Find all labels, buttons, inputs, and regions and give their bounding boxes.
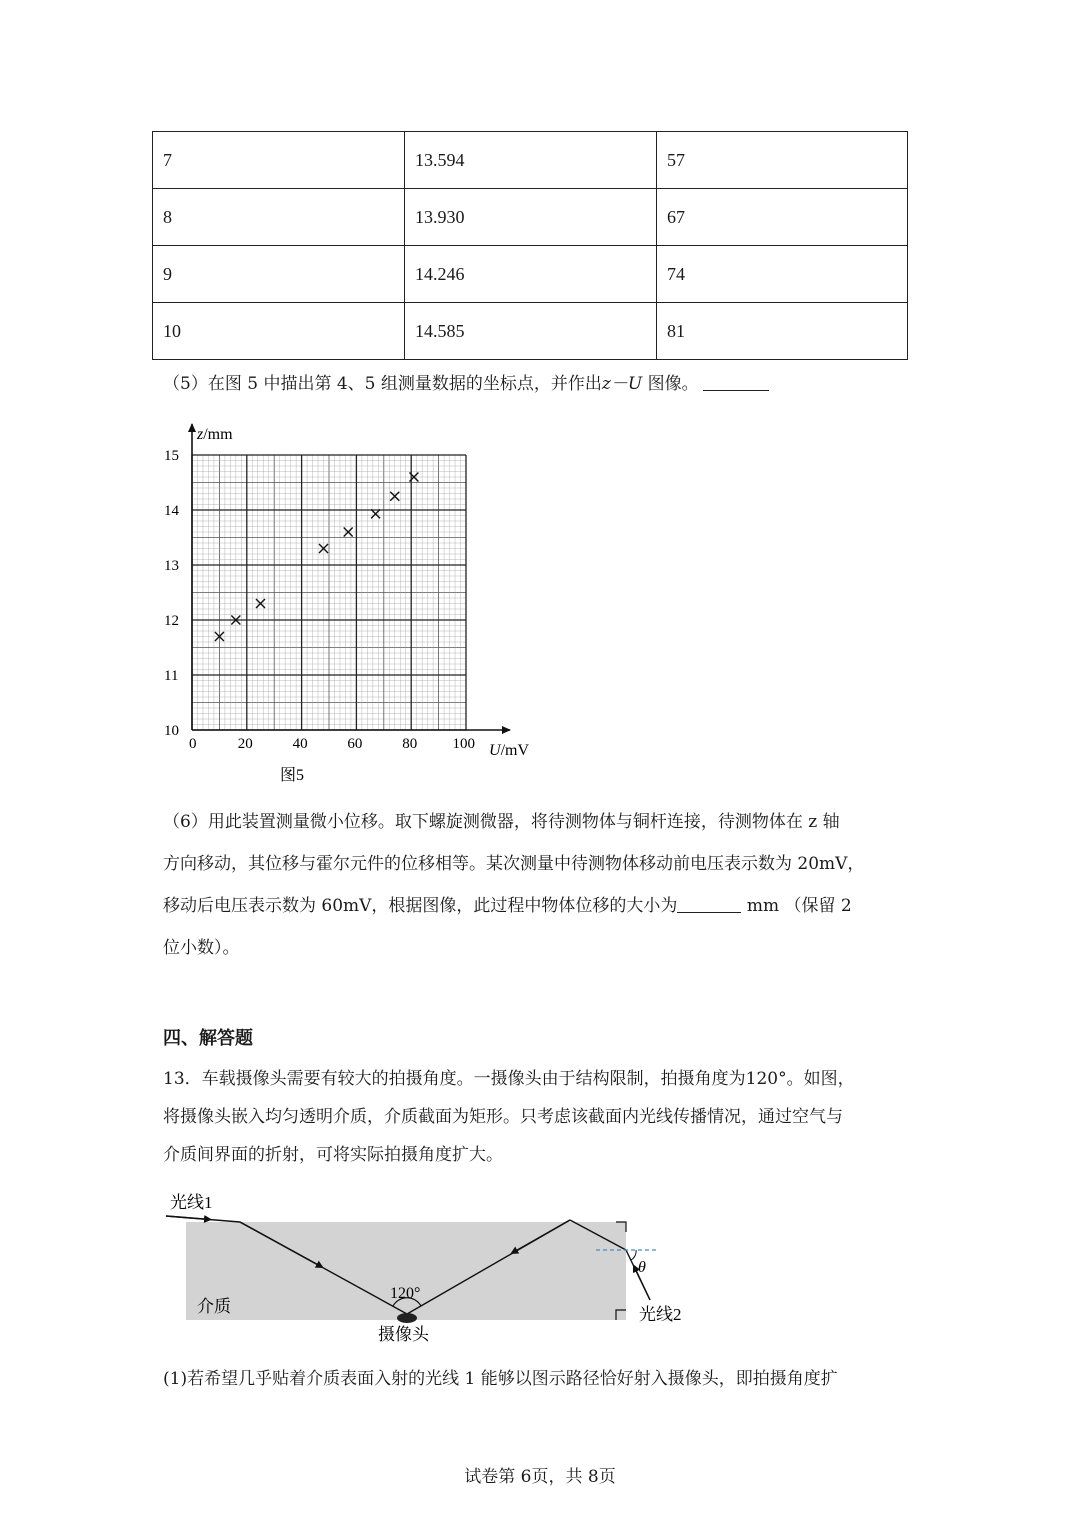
ray-2-label: 光线2 [639, 1305, 682, 1324]
question-5-formula: z－U [601, 374, 643, 394]
data-table [152, 131, 908, 360]
theta-arc [631, 1250, 636, 1260]
answer-blank-6[interactable] [677, 896, 741, 913]
answer-blank-5[interactable] [703, 374, 769, 391]
x-axis-var: U [489, 742, 501, 759]
camera-icon [397, 1313, 417, 1323]
question-6-line-3 [163, 888, 923, 924]
x-tick-label: 60 [347, 736, 363, 752]
question-5-suffix: 图像。 [642, 374, 699, 394]
medium-label: 介质 [197, 1297, 231, 1316]
table-cell: 7 [153, 132, 405, 189]
table-row [153, 132, 908, 189]
refraction-diagram [150, 1180, 710, 1350]
y-axis-label [196, 426, 233, 443]
question-13-line-3: 介质间界面的折射，可将实际拍摄角度扩大。 [163, 1145, 503, 1165]
question-5-prefix: （5）在图 5 中描出第 4、5 组测量数据的坐标点，并作出 [163, 374, 602, 394]
table-cell: 13.594 [405, 132, 657, 189]
y-tick-label: 13 [164, 558, 179, 574]
table-row [153, 246, 908, 303]
x-tick-label: 100 [452, 736, 475, 752]
question-6-line-3b: mm （保留 2 [741, 896, 852, 916]
camera-label: 摄像头 [378, 1325, 429, 1344]
x-tick-label: 40 [292, 736, 308, 752]
y-tick-label: 15 [164, 448, 179, 464]
ray-1-label: 光线1 [170, 1193, 213, 1212]
question-13 [163, 1060, 923, 1174]
question-13-part-1: (1)若希望几乎贴着介质表面入射的光线 1 能够以图示路径恰好射入摄像头，即拍摄角度扩 [163, 1369, 838, 1389]
x-tick-label: 80 [402, 736, 418, 752]
y-tick-label: 14 [164, 503, 179, 519]
table-cell: 81 [657, 303, 908, 360]
table-cell: 67 [657, 189, 908, 246]
question-13-line-1: 13．车载摄像头需要有较大的拍摄角度。一摄像头由于结构限制，拍摄角度为120°。如图， [163, 1069, 855, 1089]
angle-label: 120° [390, 1285, 421, 1302]
data-point [371, 509, 380, 518]
page-footer: 试卷第 6页，共 8页 [464, 1467, 616, 1487]
table-cell: 13.930 [405, 189, 657, 246]
question-6 [163, 804, 923, 966]
origin-label: 0 [189, 736, 197, 752]
ray-1-arrow [166, 1216, 210, 1220]
table-cell: 74 [657, 246, 908, 303]
figure-caption: 图5 [280, 767, 305, 784]
figure-5-chart [150, 418, 550, 788]
section-title: 四、解答题 [163, 1028, 253, 1049]
table-cell: 57 [657, 132, 908, 189]
y-tick-label: 11 [164, 668, 179, 684]
table-cell: 10 [153, 303, 405, 360]
y-axis-unit: /mm [203, 426, 233, 443]
x-tick-label: 20 [237, 736, 253, 752]
y-tick-label: 10 [164, 723, 179, 739]
table-row [153, 189, 908, 246]
table-row [153, 303, 908, 360]
x-axis-label [489, 742, 529, 759]
table-cell: 14.246 [405, 246, 657, 303]
table-cell: 14.585 [405, 303, 657, 360]
question-13-line-2: 将摄像头嵌入均匀透明介质，介质截面为矩形。只考虑该截面内光线传播情况，通过空气与 [163, 1107, 843, 1127]
minor-grid [192, 455, 466, 730]
table-cell: 8 [153, 189, 405, 246]
y-axis-var: z [197, 426, 204, 443]
y-tick-label: 12 [164, 613, 179, 629]
question-6-line-1: （6）用此装置测量微小位移。取下螺旋测微器，将待测物体与铜杆连接，待测物体在 z 轴 [163, 812, 840, 832]
question-6-line-4: 位小数）。 [163, 938, 240, 958]
question-6-line-3a: 移动后电压表示数为 60mV，根据图像，此过程中物体位移的大小为 [163, 896, 678, 916]
question-6-line-2: 方向移动，其位移与霍尔元件的位移相等。某次测量中待测物体移动前电压表示数为 20mV， [163, 854, 865, 874]
table-cell: 9 [153, 246, 405, 303]
question-5 [163, 366, 923, 402]
theta-label: θ [638, 1259, 646, 1276]
x-axis-unit: /mV [500, 742, 530, 759]
medium-rectangle [186, 1222, 626, 1320]
